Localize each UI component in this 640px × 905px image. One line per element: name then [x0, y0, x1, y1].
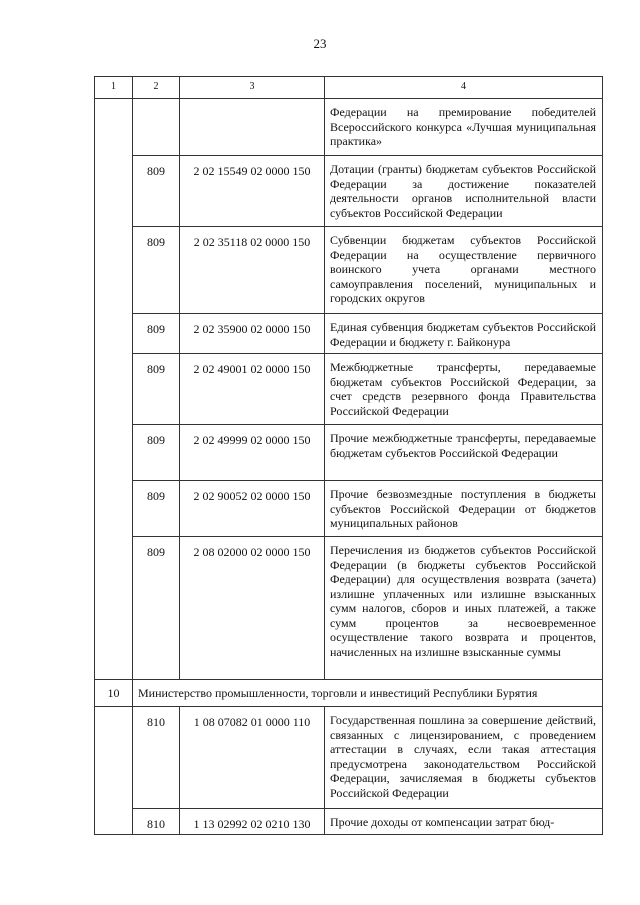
table-row — [95, 354, 603, 425]
page-number: 23 — [313, 36, 327, 51]
revenue-code-cell — [180, 99, 325, 156]
section-number-cell — [95, 99, 133, 680]
table-row — [95, 99, 603, 156]
header-cell: 1 — [95, 77, 133, 99]
revenue-code-cell: 2 02 35118 02 0000 150 — [180, 227, 325, 314]
revenue-code-cell: 2 02 15549 02 0000 150 — [180, 156, 325, 227]
revenue-description-cell: Субвенции бюджетам субъектов Российской Федерации на осуществление первичного воинского учета органами местного самоуправления поселений, муниципальных и городских округов — [325, 227, 603, 314]
admin-code-cell: 809 — [133, 425, 180, 481]
revenue-description-cell: Федерации на премирование победителей Всероссийского конкурса «Лучшая муниципальная практика» — [325, 99, 603, 156]
table-row — [95, 227, 603, 314]
table-row — [95, 809, 603, 835]
table-row — [95, 537, 603, 680]
header-cell: 2 — [133, 77, 180, 99]
admin-code-cell — [133, 99, 180, 156]
header-cell: 3 — [180, 77, 325, 99]
revenue-code-cell: 2 02 49999 02 0000 150 — [180, 425, 325, 481]
revenue-description-cell: Прочие доходы от компенсации затрат бюд- — [325, 809, 603, 835]
admin-code-cell: 809 — [133, 537, 180, 680]
header-cell: 4 — [325, 77, 603, 99]
section-number: 10 — [95, 680, 133, 707]
revenue-description-cell: Прочие межбюджетные трансферты, передаваемые бюджетам субъектов Российской Федерации — [325, 425, 603, 481]
revenue-code-cell: 2 08 02000 02 0000 150 — [180, 537, 325, 680]
revenue-code-cell: 1 13 02992 02 0210 130 — [180, 809, 325, 835]
section-title: Министерство промышленности, торговли и инвестиций Республики Бурятия — [133, 680, 603, 707]
revenue-description-cell: Межбюджетные трансферты, передаваемые бюджетам субъектов Российской Федерации, за счет средств резервного фонда Правительства Российской Федерации — [325, 354, 603, 425]
revenue-code-cell: 2 02 35900 02 0000 150 — [180, 314, 325, 354]
table-row — [95, 425, 603, 481]
table-header-row — [95, 77, 603, 99]
table-row — [95, 481, 603, 537]
admin-code-cell: 810 — [133, 707, 180, 809]
table-row — [95, 314, 603, 354]
section-number-cell — [95, 707, 133, 835]
admin-code-cell: 810 — [133, 809, 180, 835]
admin-code-cell: 809 — [133, 156, 180, 227]
table-row — [95, 156, 603, 227]
admin-code-cell: 809 — [133, 314, 180, 354]
table-row — [95, 707, 603, 809]
revenue-description-cell: Прочие безвозмездные поступления в бюджеты субъектов Российской Федерации от бюджетов муниципальных районов — [325, 481, 603, 537]
admin-code-cell: 809 — [133, 227, 180, 314]
section-row — [95, 680, 603, 707]
revenue-description-cell: Дотации (гранты) бюджетам субъектов Российской Федерации за достижение показателей деятельности органов исполнительной власти субъектов Российской Федерации — [325, 156, 603, 227]
admin-code-cell: 809 — [133, 481, 180, 537]
revenue-code-cell: 2 02 90052 02 0000 150 — [180, 481, 325, 537]
revenue-code-cell: 1 08 07082 01 0000 110 — [180, 707, 325, 809]
revenue-code-cell: 2 02 49001 02 0000 150 — [180, 354, 325, 425]
revenue-description-cell: Единая субвенция бюджетам субъектов Российской Федерации и бюджету г. Байконура — [325, 314, 603, 354]
budget-revenue-table — [94, 76, 603, 835]
revenue-description-cell: Государственная пошлина за совершение действий, связанных с лицензированием, с проведением аттестации в случаях, если такая аттестация предусмотрена законодательством Российской Федерации, зачисляемая в бюджеты субъектов Российской Федерации — [325, 707, 603, 809]
revenue-description-cell: Перечисления из бюджетов субъектов Российской Федерации (в бюджеты субъектов Российской Федерации) для осуществления возврата (зачета) излишне уплаченных или излишне взысканных сумм налогов, сборов и иных платежей, а также сумм процентов за несвоевременное осуществление такого возврата и процентов, начисленных на излишне взысканные суммы — [325, 537, 603, 680]
admin-code-cell: 809 — [133, 354, 180, 425]
